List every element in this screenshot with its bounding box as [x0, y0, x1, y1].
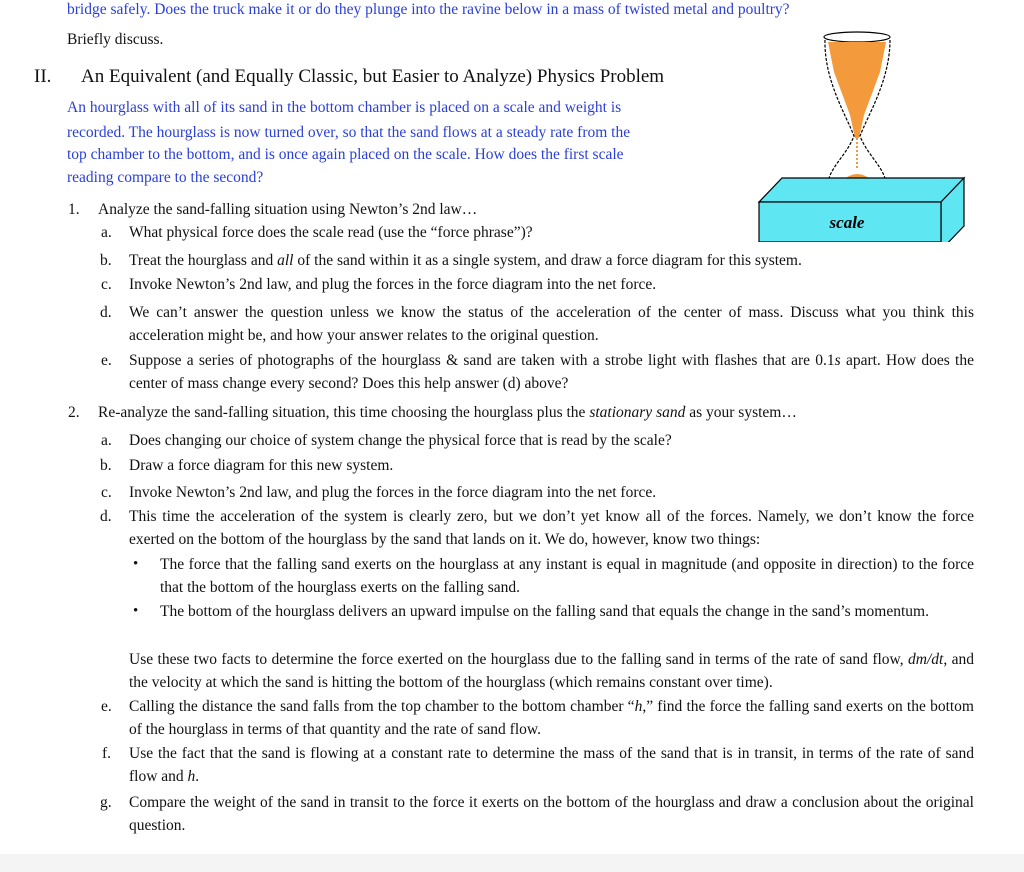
- scale-top-face: [759, 178, 964, 202]
- q2e-label: e.: [101, 698, 112, 715]
- bullet-1-text: The force that the falling sand exerts on the hourglass at any instant is equal in magnitude (and opposite in direction) to the force that the bottom of the hourglass exerts on the falling sand.: [160, 556, 974, 596]
- q1c-text: Invoke Newton’s 2nd law, and plug the forces in the force diagram into the net force.: [129, 276, 657, 293]
- problem-line-3: top chamber to the bottom, and is once again placed on the scale. How does the first scale: [67, 146, 624, 163]
- q1-number: 1.: [68, 201, 80, 218]
- q1a-label: a.: [101, 224, 112, 241]
- problem-line-1: An hourglass with all of its sand in the bottom chamber is placed on a scale and weight is: [67, 99, 622, 116]
- q2f-label: f.: [102, 745, 112, 762]
- intro-top-line: bridge safely. Does the truck make it or do they plunge into the ravine below in a mass of twisted metal and poultry?: [67, 1, 790, 18]
- q1-lead: Analyze the sand-falling situation using Newton’s 2nd law…: [98, 201, 478, 218]
- q2g-text: Compare the weight of the sand in transit to the force it exerts on the bottom of the hourglass and draw a conclusion about the original question.: [129, 794, 974, 834]
- q2d-label: d.: [100, 508, 112, 525]
- bullet-1-marker: •: [133, 556, 139, 572]
- q1d-text: We can’t answer the question unless we know the status of the acceleration of the center of mass. Discuss what you think this acceleration might be, and how your answer relates to the original question.: [129, 304, 974, 344]
- q1e-text: Suppose a series of photographs of the hourglass & sand are taken with a strobe light with flashes that are 0.1s apart. How does the center of mass change every second? Does this help answer (d) above?: [129, 352, 974, 392]
- bullet-2-text: The bottom of the hourglass delivers an upward impulse on the falling sand that equals the change in the sand’s momentum.: [160, 603, 929, 620]
- q1e-label: e.: [101, 352, 112, 369]
- briefly-discuss: Briefly discuss.: [67, 31, 164, 48]
- bullet-2-marker: •: [133, 603, 139, 619]
- q2b-label: b.: [100, 457, 112, 474]
- q2a-label: a.: [101, 432, 112, 449]
- hourglass-figure: [740, 20, 980, 242]
- q2a-text: Does changing our choice of system change the physical force that is read by the scale?: [129, 432, 672, 449]
- q2b-text: Draw a force diagram for this new system.: [129, 457, 394, 474]
- scale-label: scale: [829, 213, 865, 232]
- problem-line-2: recorded. The hourglass is now turned over, so that the sand flows at a steady rate from the: [67, 124, 631, 141]
- q2g-label: g.: [100, 794, 112, 811]
- q1d-label: d.: [100, 304, 112, 321]
- q1b-label: b.: [100, 252, 112, 269]
- q2-lead: Re-analyze the sand-falling situation, this time choosing the hourglass plus the stationary sand as your system…: [98, 404, 797, 421]
- q1b-text: Treat the hourglass and all of the sand within it as a single system, and draw a force diagram for this system.: [129, 252, 802, 269]
- q2c-label: c.: [101, 484, 112, 501]
- top-sand: [828, 42, 886, 138]
- q2f-text: Use the fact that the sand is flowing at a constant rate to determine the mass of the sand that is in transit, in terms of the rate of sand flow and h.: [129, 745, 974, 785]
- section-numeral: II.: [34, 66, 52, 87]
- hourglass-top-cap: [824, 32, 890, 42]
- q2d-text: This time the acceleration of the system is clearly zero, but we don’t yet know all of the forces. Namely, we don’t know the force exerted on the bottom of the hourglass by the sand that lands on it. We do, however, know two things:: [129, 508, 974, 548]
- q2d-follow-text: Use these two facts to determine the force exerted on the hourglass due to the falling sand in terms of the rate of sand flow, dm/dt, and the velocity at which the sand is hitting the bottom of the hourglass (which remains constant over time).: [129, 651, 974, 691]
- q2-number: 2.: [68, 404, 80, 421]
- section-title: An Equivalent (and Equally Classic, but Easier to Analyze) Physics Problem: [81, 66, 665, 87]
- q2e-text: Calling the distance the sand falls from the top chamber to the bottom chamber “h,” find the force the falling sand exerts on the bottom of the hourglass in terms of that quantity and the rate of sand flow.: [129, 698, 974, 738]
- problem-line-4: reading compare to the second?: [67, 169, 264, 186]
- page-bottom-strip: [0, 854, 1024, 872]
- q1a-text: What physical force does the scale read (use the “force phrase”)?: [129, 224, 533, 241]
- q1c-label: c.: [101, 276, 112, 293]
- q2c-text: Invoke Newton’s 2nd law, and plug the forces in the force diagram into the net force.: [129, 484, 657, 501]
